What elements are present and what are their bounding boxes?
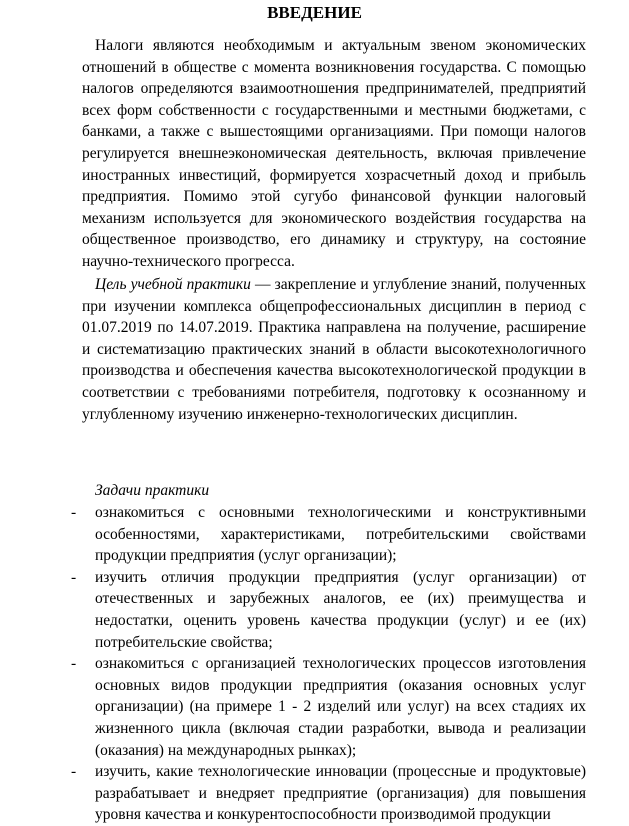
list-item <box>0 502 629 567</box>
tasks-heading: Задачи практики <box>95 482 210 499</box>
list-item <box>0 567 629 653</box>
list-item-text: ознакомиться с организацией технологических процессов изготовления основных видов продукции предприятия (оказания основных услуг организации) (на примере 1 - 2 изделий или услуг) на всех стадиях их жизненного цикла (включая стадии разработки, вывода и реализации (оказания) на международных рынках); <box>95 655 586 759</box>
list-item-text: ознакомиться с основными технологическими и конструктивными особенностями, характеристиками, потребительскими свойствами продукции предприятия (услуг организации); <box>95 504 586 565</box>
list-marker: - <box>71 504 77 521</box>
page-title: ВВЕДЕНИЕ <box>267 3 362 22</box>
list-item <box>0 761 629 826</box>
list-item <box>0 653 629 761</box>
list-marker: - <box>71 763 77 781</box>
list-item-text: изучить отличия продукции предприятия (услуг организации) от отечественных и зарубежных аналогов, ее (их) преимущества и недостатки, оценить уровень качества продукции (услуг) и ее (их) потребительские свойства; <box>95 568 586 651</box>
task-list <box>0 502 629 826</box>
list-item-text: изучить, какие технологические инновации (процессные и продуктовые) разрабатывает и внедряет предприятие (организация) для повышения уровня качества и конкурентоспособности производимой продукции <box>95 763 586 824</box>
goal-text: — закрепление и углубление знаний, полученных при изучении комплекса общепрофессиональных дисциплин в период с 01.07.2019 по 14.07.2019. Практика направлена на получение, расширение и систематизацию практических знаний в области высокотехнологичного производства и обеспечения качества высокотехнологической продукции в соответствии с требованиями потребителя, подготовку к осознанному и углубленному изучению инженерно-технологических дисциплин. <box>82 276 586 423</box>
goal-paragraph <box>82 274 586 425</box>
list-marker: - <box>71 568 77 586</box>
goal-lead: Цель учебной практики <box>95 276 251 293</box>
list-marker: - <box>71 655 77 673</box>
intro-paragraph: Налоги являются необходимым и актуальным звеном экономических отношений в обществе с момента возникновения государства. С помощью налогов определяются взаимоотношения предпринимателей, предприятий всех форм собственности с государственными и местными бюджетами, с банками, а также с вышестоящими организациями. При помощи налогов регулируется внешнеэкономическая деятельность, включая привлечение иностранных инвестиций, формируется хозрасчетный доход и прибыль предприятия. Помимо этой сугубо финансовой функции налоговый механизм используется для экономического воздействия государства на общественное производство, его динамику и структуру, на состояние научно-технического прогресса. <box>82 37 586 270</box>
